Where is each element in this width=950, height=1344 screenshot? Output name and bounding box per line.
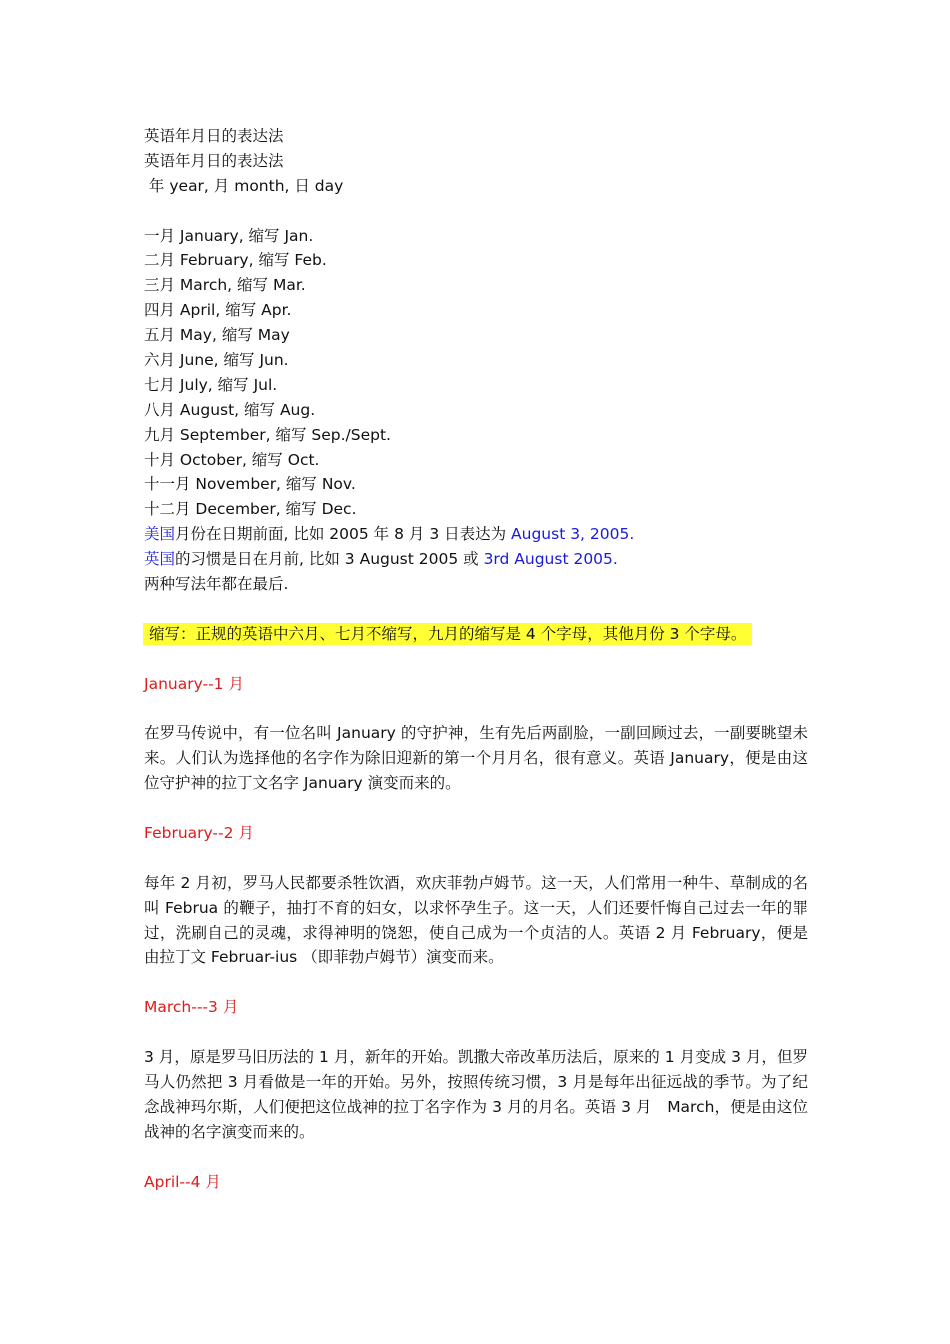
spacer xyxy=(144,846,808,871)
uk-format-line xyxy=(144,547,808,572)
abbrev-note: 缩写：正规的英语中六月、七月不缩写，九月的缩写是 4 个字母，其他月份 3 个字母。 xyxy=(143,623,752,645)
document-subtitle: 英语年月日的表达法 xyxy=(144,151,284,170)
month-item: 十月 October, 缩写 Oct. xyxy=(144,450,320,469)
us-example: August 3, 2005. xyxy=(511,525,635,544)
month-item: 一月 January, 缩写 Jan. xyxy=(144,226,314,245)
month-item: 十一月 November, 缩写 Nov. xyxy=(144,475,356,494)
units-line: 年 year, 月 month, 日 day xyxy=(144,176,344,195)
document-title: 英语年月日的表达法 xyxy=(144,127,284,145)
spacer xyxy=(144,597,808,622)
section-body: 3 月，原是罗马旧历法的 1 月，新年的开始。凯撒大帝改革历法后，原来的 1 月变成 3 月，但罗马人仍然把 3 月看做是一年的开始。另外，按照传统习惯，3 月是每年出征远战的季节。为了纪念战神玛尔斯，人们便把这位战神的拉丁名字作为 3 月的月名。英语 3 月 March，便是由这位战神的名字演变而来的。 xyxy=(144,1048,808,1141)
uk-text: 的习惯是日在月前, 比如 3 August 2005 或 xyxy=(175,550,484,569)
section-heading: January--1 月 xyxy=(144,674,244,693)
abbrev-note-line xyxy=(144,622,808,647)
section-body: 在罗马传说中，有一位名叫 January 的守护神，生有先后两副脸，一副回顾过去，一副要眺望未来。人们认为选择他的名字作为除旧迎新的第一个月月名，很有意义。英语 January，便是由这位守护神的拉丁文名字 January 演变而来的。 xyxy=(144,724,808,793)
spacer xyxy=(144,199,808,224)
section-heading: April--4 月 xyxy=(144,1172,221,1191)
spacer xyxy=(144,1020,808,1045)
section-heading: March---3 月 xyxy=(144,998,239,1017)
spacer xyxy=(144,647,808,672)
month-list xyxy=(144,224,808,523)
month-item: 九月 September, 缩写 Sep./Sept. xyxy=(144,425,391,444)
spacer xyxy=(144,696,808,721)
month-item: 二月 February, 缩写 Feb. xyxy=(144,251,327,270)
section-body: 每年 2 月初，罗马人民都要杀牲饮酒，欢庆菲勃卢姆节。这一天，人们常用一种牛、草制成的名叫 Februa 的鞭子，抽打不育的妇女，以求怀孕生子。这一天，人们还要忏悔自己过去一年的罪过，洗刷自己的灵魂，求得神明的饶恕，使自己成为一个贞洁的人。英语 2 月 February，便是由拉丁文 Februar-ius （即菲勃卢姆节）演变而来。 xyxy=(144,873,808,967)
month-item: 六月 June, 缩写 Jun. xyxy=(144,351,289,370)
us-label: 美国 xyxy=(144,525,176,544)
both-note: 两种写法年都在最后. xyxy=(144,575,289,594)
spacer xyxy=(144,1145,808,1170)
uk-label: 英国 xyxy=(144,550,176,569)
us-text: 月份在日期前面, 比如 2005 年 8 月 3 日表达为 xyxy=(175,525,512,544)
spacer xyxy=(144,970,808,995)
uk-example: 3rd August 2005. xyxy=(483,550,618,569)
section-heading: February--2 月 xyxy=(144,823,254,842)
document-page xyxy=(144,124,808,1194)
month-item: 十二月 December, 缩写 Dec. xyxy=(144,500,357,519)
us-format-line xyxy=(144,522,808,547)
month-item: 三月 March, 缩写 Mar. xyxy=(144,276,306,295)
month-item: 八月 August, 缩写 Aug. xyxy=(144,400,316,419)
month-item: 七月 July, 缩写 Jul. xyxy=(144,375,278,394)
spacer xyxy=(144,796,808,821)
month-item: 四月 April, 缩写 Apr. xyxy=(144,301,292,320)
month-item: 五月 May, 缩写 May xyxy=(144,326,290,345)
